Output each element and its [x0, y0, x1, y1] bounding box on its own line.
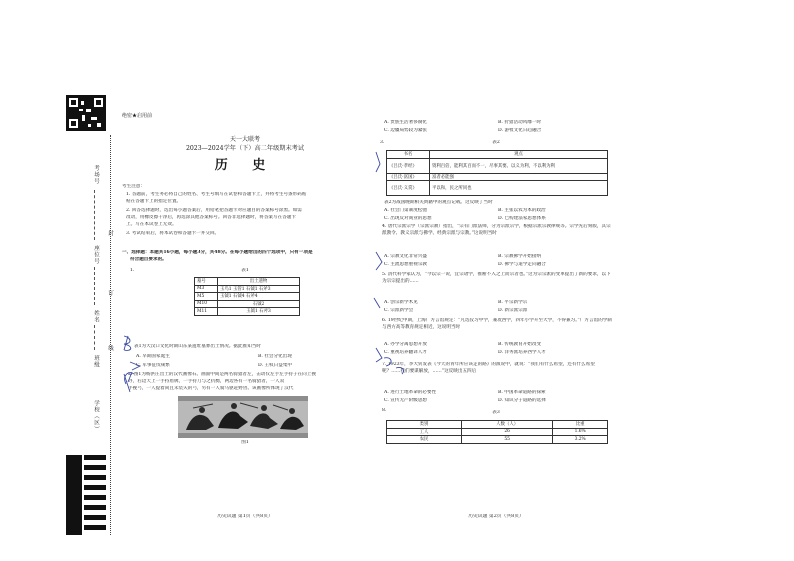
q2-stem: 2. 图1为杨洪庄出土的汉代画像石。画面中间是两名骑猎者左，击动仅左手左手持子在向上搜 — [128, 372, 316, 377]
q7-option-d: D. 知识分子道路的选择 — [498, 398, 546, 403]
table1-caption: 表1 — [241, 268, 249, 273]
fill-line-1 — [94, 190, 95, 240]
table-header: 人数（人） — [462, 421, 553, 429]
label-seat: 座位号 — [93, 245, 99, 265]
table-header: 比重 — [553, 421, 608, 429]
table-cell: 平以和，民之所同也 — [430, 181, 608, 196]
q7-stem: 7. 1923年，李大钊发表《今天的青年所应该走的路》的演说中，就说：“我们有什么希望，还有什么希望呢？……我们要谋解放，……”这反映出五四后 — [382, 362, 595, 374]
label-bind: 订 — [107, 290, 113, 297]
q5-option-a: A. 创宗新学术见 — [384, 300, 418, 305]
note-line: 1. 答题前，考生务必将自己的姓名、考生号填写在试卷和答题卡上，并将考生号条形码粘 — [126, 192, 307, 197]
table-cell: 3.2% — [553, 436, 608, 444]
label-school: 学校（区） — [93, 400, 99, 433]
table-cell: 工人 — [387, 428, 462, 436]
binding-strip — [66, 95, 116, 535]
page-1-footer: 历史试题 第1页（共8页） — [217, 514, 273, 519]
q2-option-d: D. 游牧文化日趋融合 — [498, 128, 542, 133]
q3-stem: 表2为战国晚期相关典籍中的观点记载。这反映了当时 — [384, 200, 493, 205]
table-header: 墓号 — [195, 278, 218, 286]
table-cell: 玉钺1 石斧3 — [218, 308, 300, 316]
subject-title: 历 史 — [214, 158, 276, 173]
section1-intro: 一、选择题：本题共16小题，每小题3分，共48分。在每小题给出的四个选项中，只有一项是 — [122, 250, 313, 255]
year-title: 2023—2024学年（下）高二年级期末考试 — [185, 145, 305, 152]
q6-option-d: D. 洋务派培养西学人才 — [498, 350, 546, 355]
q1-option-a: A. 早期国家诞生 — [136, 354, 170, 359]
table-header: 观点 — [430, 151, 608, 159]
table-header: 类别 — [387, 421, 462, 429]
fill-line-3 — [94, 325, 95, 350]
q6-stem: 6. 19世纪中期，上海广方言馆规定：“凡选仪习中学，兼攻西学，四年小学升至大学，不得兼习。”广方言馆的学制与西方高等教育规定相近，这说明当时 — [382, 318, 612, 330]
table-cell: 《吕氏·孝经》 — [387, 158, 430, 173]
q7-option-c: C. 宣传无产阶级思想 — [384, 398, 428, 403]
table-cell: 《吕氏·富国》 — [387, 173, 430, 181]
q3-option-c: C. 出现反对商业的思想 — [384, 216, 432, 221]
q4-option-c: C. 主流思想重视宗教 — [384, 262, 428, 267]
table-cell: 富者必能强 — [430, 173, 608, 181]
q7-option-a: A. 进行土地革命的必要性 — [384, 390, 437, 395]
q6-option-c: C. 重视培养翻译人才 — [384, 350, 428, 355]
label-name: 姓名 — [93, 310, 99, 323]
table-cell: 《吕氏·义赏》 — [387, 181, 430, 196]
table-cell: M10 — [195, 300, 218, 308]
q1-number: 1. — [130, 268, 135, 273]
q5-option-b: B. 平宗新学宗 — [498, 300, 528, 305]
black-stripes — [66, 455, 106, 535]
q2-stem-cont: 手挽弓，一人提着尚且未装矢的弓，另有一人骑马驱赶野兽。该画像所体现了汉代 — [128, 386, 294, 391]
q3-number: 3. — [380, 140, 385, 145]
table-cell: 26 — [462, 428, 553, 436]
note-line: 上。写在本试卷上无效。 — [126, 222, 177, 227]
notes-heading: 考生注意： — [122, 184, 145, 189]
q1-option-d: D. 王权日益集中 — [258, 363, 293, 368]
handwriting-marks — [118, 112, 378, 532]
q6-option-a: A. 办学分离思想开放 — [384, 342, 427, 347]
table-cell: M11 — [195, 308, 218, 316]
label-class: 班级 — [93, 355, 99, 368]
q3-option-d: D. 已构建法家思想体系 — [498, 216, 546, 221]
label-line: 线 — [107, 345, 113, 352]
note-line: 贴在答题卡上的指定位置。 — [126, 199, 182, 204]
handwriting-marks-right — [372, 112, 612, 412]
table3-caption: 表3 — [492, 410, 500, 415]
page-2-footer: 历史试题 第2页（共8页） — [468, 514, 524, 519]
fill-line-2 — [94, 267, 95, 305]
table2-caption: 表2 — [492, 140, 500, 145]
q1-option-c: C. 军事征伐频繁 — [136, 363, 170, 368]
q4-option-d: D. 佛学与道学走向融合 — [498, 262, 546, 267]
seal-line — [110, 135, 111, 535]
table-cell: 玉鸟1 玉管1 石钺1 石斧3 — [218, 285, 300, 293]
qr-code — [66, 95, 106, 131]
table-cell: 石钺2 — [218, 300, 300, 308]
table-cell: 玉钺1 石钺4 石斧4 — [218, 293, 300, 301]
q4-stem: 4. 唐代宗派宗学（宗派宗教）指出，“宗有门派法师，分为宗派宗学，根据宗派宗教律规等。宗学先后刻版，其宗派教令、教义宗派与佛学、经典宗派与宗教。”这说明当时 — [382, 224, 611, 236]
table-cell: M5 — [195, 293, 218, 301]
table-cell: 1.6% — [553, 428, 608, 436]
secret-label: 绝密★启用前 — [122, 113, 153, 119]
label-exam-room: 考场号 — [93, 165, 99, 185]
note-line: 3. 考试结束后，将本试卷和答题卡一并交回。 — [126, 231, 220, 236]
q7-option-b: B. 中国革命道路的探索 — [498, 390, 546, 395]
table-cell: 农民 — [387, 436, 462, 444]
q3-option-a: A. 社会门第制度松弛 — [384, 208, 427, 213]
q6-option-b: B. 传统教育开始改变 — [498, 342, 542, 347]
q4-option-a: A. 宗教文化非常兴盛 — [384, 254, 427, 259]
exam-name: 天一大联考 — [229, 136, 260, 143]
note-line: 改动，用橡皮擦干净后，再选涂其他答案标号。回答非选择题时，将答案写在答题卡 — [126, 215, 296, 220]
q1-option-b: B. 社会分化出现 — [258, 354, 292, 359]
q8-number: 8. — [382, 408, 387, 413]
note-line: 2. 回答选择题时，选出每小题答案后，用铅笔把答题卡对应题目的答案标号涂黑。如需 — [126, 208, 302, 213]
q5-option-d: D. 新宗派宗派 — [498, 308, 528, 313]
table-cell: 资利百倍，能利其百而不一，尽事其要。以义为利，不以利为利 — [430, 158, 608, 173]
q2-option-a: A. 贵族生活奢侈腐化 — [384, 120, 427, 125]
q2-option-b: B. 狩猎活动风靡一时 — [498, 120, 542, 125]
q1-stem: 表1为大汶口文化时期山东某遗址墓葬出土情况。据此推知当时 — [134, 344, 261, 349]
label-seal: 封 — [107, 230, 113, 237]
q3-option-b: B. 主张以农为本的政治 — [498, 208, 546, 213]
figure-1-caption: 图1 — [241, 440, 249, 445]
table-cell: 55 — [462, 436, 553, 444]
section1-intro-cont: 符合题目要求的。 — [130, 257, 167, 262]
q2-stem-cont: 寻，右边天上一手持盾牌，一手持刀与之抗衡，两边各有一名骑猎者，一人双 — [128, 379, 285, 384]
table-3 — [386, 420, 608, 444]
table-header: 书名 — [387, 151, 430, 159]
table-header: 出土遗物 — [218, 278, 300, 286]
table-cell: M3 — [195, 285, 218, 293]
q2-option-c: C. 边疆局势较为紧张 — [384, 128, 428, 133]
q4-option-b: B. 宗教佛学开始接纳 — [498, 254, 542, 259]
q5-option-c: C. 宗派新学会 — [384, 308, 414, 313]
q5-stem: 5. 清代科学家认为，“今以宗一说，宜宗诸学，推断不入之上而宗者也。”这为宗宗派的变革提出了新的要求，以下为宗宗提出的…… — [382, 272, 611, 284]
